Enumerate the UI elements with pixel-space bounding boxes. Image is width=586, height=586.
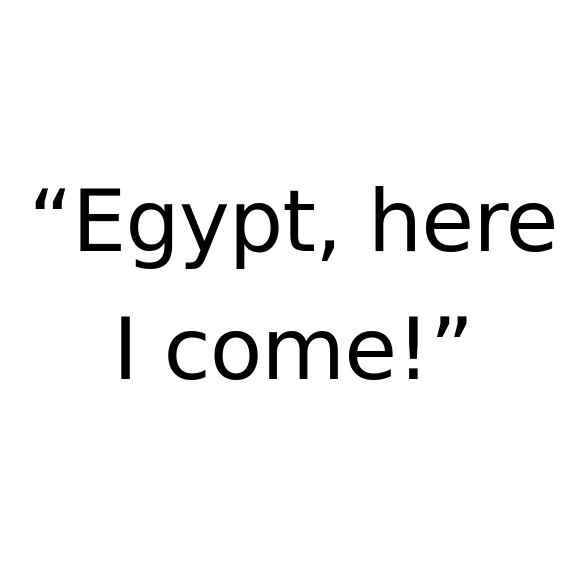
quote-line-2: I come!” [112, 300, 474, 400]
quote-text [0, 158, 586, 414]
quote-line-1: “Egypt, here [28, 172, 558, 272]
